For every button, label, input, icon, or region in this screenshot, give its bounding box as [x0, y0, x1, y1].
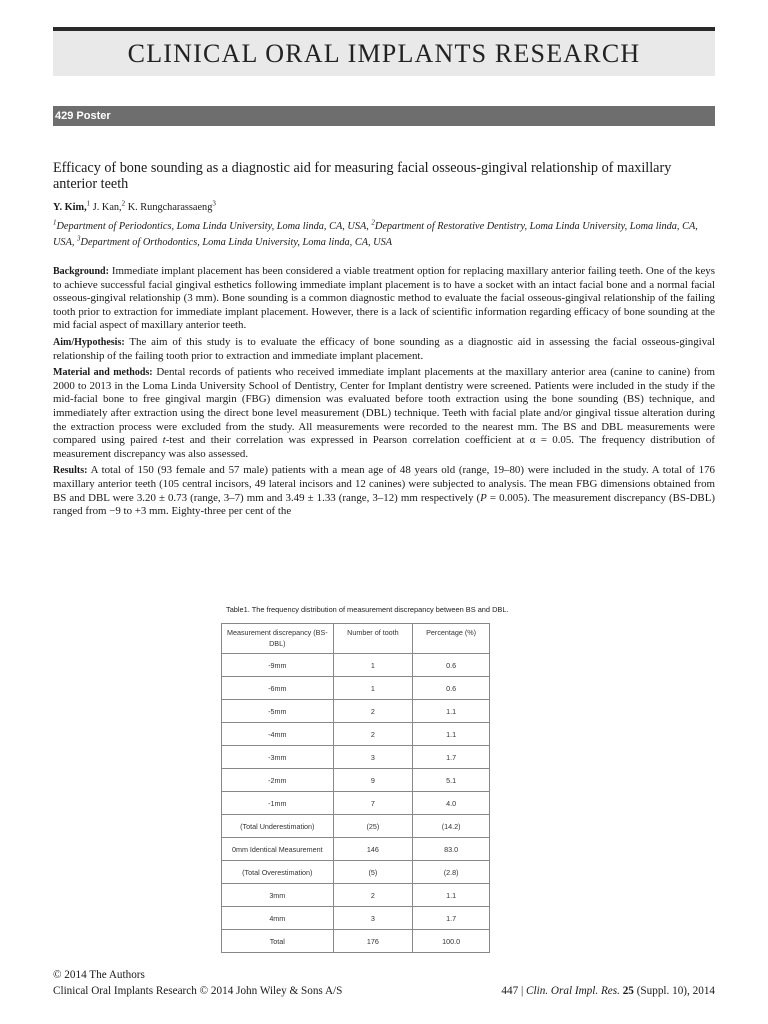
table-row	[222, 654, 490, 677]
copyright-notice: © 2014 The Authors	[53, 969, 145, 981]
table-row	[222, 769, 490, 792]
table-cell: 100.0	[413, 930, 490, 953]
table-cell: 2	[333, 723, 413, 746]
table-cell: (25)	[333, 815, 413, 838]
table-row	[222, 677, 490, 700]
methods-label: Material and methods:	[53, 367, 153, 379]
frequency-table	[221, 623, 490, 953]
table-cell: 2	[333, 700, 413, 723]
table-cell: 7	[333, 792, 413, 815]
table-row	[222, 792, 490, 815]
table-cell: 9	[333, 769, 413, 792]
table-row	[222, 700, 490, 723]
author-1: Y. Kim,	[53, 202, 87, 213]
aim-paragraph: Aim/Hypothesis: The aim of this study is to evaluate the efficacy of bone sounding as a diagnostic aid in assessing the facial osseous-gingival relationship of the failing tooth prior to extraction and immediate implant placement.	[53, 335, 716, 362]
table-row	[222, 815, 490, 838]
journal-abbrev: Clin. Oral Impl. Res.	[526, 985, 620, 997]
table-cell: 0mm Identical Measurement	[222, 838, 334, 861]
table-row	[222, 907, 490, 930]
table-cell: -3mm	[222, 746, 334, 769]
table-row	[222, 746, 490, 769]
table-caption: Table1. The frequency distribution of measurement discrepancy between BS and DBL.	[226, 605, 509, 614]
table-cell: 3	[333, 746, 413, 769]
aim-label: Aim/Hypothesis:	[53, 336, 125, 348]
table-cell: 1	[333, 677, 413, 700]
article-title: Efficacy of bone sounding as a diagnostic aid for measuring facial osseous-gingival relationship of maxillary anterior teeth	[53, 160, 672, 192]
journal-title: CLINICAL ORAL IMPLANTS RESEARCH	[127, 39, 641, 68]
abstract-body	[53, 265, 715, 522]
table-cell: Total	[222, 930, 334, 953]
table-cell: (Total Overestimation)	[222, 861, 334, 884]
table-cell: 5.1	[413, 769, 490, 792]
methods-paragraph: Material and methods: Dental records of patients who received immediate implant placements at the maxillary anterior area (canine to canine) from 2000 to 2013 in the Loma Linda University School of Dentistry, Center for Implant dentistry were screened. Patients were included in the study if the mid-facial bone to free gingival margin (FBG) dimension was evaluated before tooth extraction using the bone sounding (BS) technique, and immediately after extraction using the direct bone level measurement (DBL) technique. Teeth with facial plate and/or gingival tissue alteration during the extraction process were excluded from the study. All measurements were recorded to the nearest mm. The BS and DBL measurements were compared using paired t-test and their correlation was expressed in Pearson correlation coefficient at α = 0.05. The frequency distribution of measurement discrepancy was also assessed.	[53, 366, 715, 460]
column-header: Number of tooth	[333, 624, 413, 654]
table-cell: -4mm	[222, 723, 334, 746]
background-paragraph: Background: Immediate implant placement has been considered a viable treatment option for replacing maxillary anterior failing teeth. One of the keys to achieve successful facial gingival esthetics following immediate implant placement is to have a socket with an intact facial bone and a normal facial osseous-gingival relationship (3 mm). Bone sounding is a common diagnostic method to evaluate the facial osseous-gingival relationship of the failing tooth prior to extraction for immediate implant placement. However, there is a lack of scientific information regarding efficacy of bone sounding at the mid facial aspect of maxillary anterior teeth.	[53, 265, 715, 332]
table-cell: 3	[333, 907, 413, 930]
table-row	[222, 838, 490, 861]
table-row	[222, 884, 490, 907]
column-header: Percentage (%)	[413, 624, 490, 654]
table-cell: 176	[333, 930, 413, 953]
footer-citation: 447 | Clin. Oral Impl. Res. 25 (Suppl. 10), 2014	[501, 985, 715, 997]
table-cell: 1.7	[413, 746, 490, 769]
table-cell: (Total Underestimation)	[222, 815, 334, 838]
table-cell: 1.1	[413, 723, 490, 746]
table-cell: 1.7	[413, 907, 490, 930]
table-cell: -5mm	[222, 700, 334, 723]
table-cell: 3mm	[222, 884, 334, 907]
results-paragraph: Results: A total of 150 (93 female and 57 male) patients with a mean age of 48 years old (range, 19–80) were included in the study. A total of 176 maxillary anterior teeth (105 central incisors, 49 lateral incisors and 12 canines) were subjected to analysis. The mean FBG dimensions obtained from BS and DBL were 3.20 ± 0.73 (range, 3–7) mm and 3.49 ± 1.33 (range, 3–12) mm respectively (P = 0.005). The measurement discrepancy (BS-DBL) ranged from −9 to +3 mm. Eighty-three per cent of the	[53, 464, 715, 518]
footer-left	[53, 967, 342, 999]
table-row	[222, 723, 490, 746]
table-cell: (2.8)	[413, 861, 490, 884]
author-3: K. Rungcharassaeng	[125, 202, 213, 213]
table-cell: -6mm	[222, 677, 334, 700]
table-body	[222, 654, 490, 953]
table-cell: 146	[333, 838, 413, 861]
section-bar	[53, 106, 715, 126]
table-row	[222, 930, 490, 953]
journal-header	[53, 31, 715, 76]
column-header: Measurement discrepancy (BS-DBL)	[222, 624, 334, 654]
table-row	[222, 861, 490, 884]
table-cell: 0.6	[413, 677, 490, 700]
affiliations: $^1$Department of Periodontics, Loma Linda University, Loma linda, CA, USA, $^2$Department of Restorative Dentistry, Loma Linda University, Loma linda, CA, USA, $^3$Department of Orthodontics, Loma Linda University, Loma linda, CA, USA	[53, 218, 698, 248]
author-list: Y. Kim,$^1$ J. Kan,$^2$ K. Rungcharassaeng$^3$	[53, 199, 216, 213]
publisher-notice: Clinical Oral Implants Research © 2014 John Wiley & Sons A/S	[53, 985, 343, 997]
section-label: 429 Poster	[55, 110, 111, 122]
author-2: J. Kan,	[90, 202, 122, 213]
table-cell: 4.0	[413, 792, 490, 815]
table-cell: -9mm	[222, 654, 334, 677]
table-cell: 83.0	[413, 838, 490, 861]
volume: 25	[622, 985, 634, 997]
table-cell: 1.1	[413, 700, 490, 723]
table-cell: -2mm	[222, 769, 334, 792]
table-cell: 0.6	[413, 654, 490, 677]
table-cell: 2	[333, 884, 413, 907]
table-cell: (5)	[333, 861, 413, 884]
table-cell: 4mm	[222, 907, 334, 930]
table-cell: 1.1	[413, 884, 490, 907]
background-label: Background:	[53, 266, 109, 277]
table-header-row	[222, 624, 490, 654]
results-label: Results:	[53, 465, 88, 477]
table-cell: (14.2)	[413, 815, 490, 838]
page-number: 447	[501, 985, 519, 997]
table-cell: -1mm	[222, 792, 334, 815]
table-cell: 1	[333, 654, 413, 677]
